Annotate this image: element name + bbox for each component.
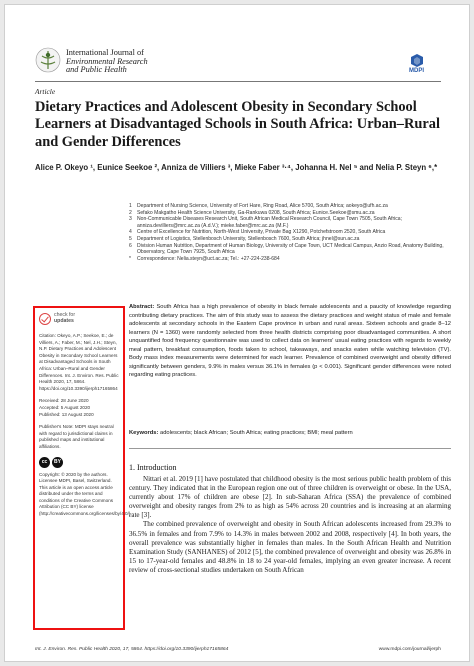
affiliation-row: 2 Sefako Makgatho Health Science University, Ga-Rankuwa 0208, South Africa; Eunice.Seekoe@smu.ac.za	[129, 209, 375, 216]
author-list: Alice P. Okeyo ¹, Eunice Seekoe ², Anniza de Villiers ³, Mieke Faber ³·⁴, Johanna H. Nel ⁵ and Nelia P. Steyn ⁶,*	[35, 163, 438, 172]
check-updates-icon	[39, 313, 51, 325]
published-date: Published: 13 August 2020	[39, 411, 94, 417]
journal-logo-icon	[35, 47, 61, 73]
page-footer	[35, 647, 441, 652]
journal-website-link[interactable]: www.mdpi.com/journal/ijerph	[378, 647, 441, 652]
copyright-text: Copyright: © 2020 by the authors. Licensee MDPI, Basel, Switzerland. This article is an open access article distributed under the terms and conditions of the Creative Commons Attribution (CC BY) license (http://creativecommons.org/licenses/by/4.0/).	[39, 471, 132, 517]
accepted-date: Accepted: 5 August 2020	[39, 404, 91, 410]
article-type: Article	[35, 87, 56, 96]
by-icon: BY	[52, 457, 63, 468]
cc-icon: cc	[39, 457, 50, 468]
journal-name: International Journal of Environmental Research and Public Health	[66, 48, 148, 75]
paragraph: Nittari et al. 2019 [1] have postulated that childhood obesity is the most serious public health problem of this century. They indicated that in the European region one out of three children is overweight or obese. In the USA, currently about 17% of children are obese [2]. In sub-Saharan Africa (SSA) the prevalence of combined overweight and obesity ranges from 2% to as high as 54% across 20 countries and is increasing at an alarming rate [3].	[129, 475, 451, 520]
article-title: Dietary Practices and Adolescent Obesity in Secondary School Learners at Disadvantaged Schools in South Africa: Urban–Rural and Gender Differences	[35, 99, 440, 150]
affiliation-row: 5 Department of Logistics, Stellenbosch University, Stellenbosch 7600, South Africa; jhnel@sun.ac.za	[129, 235, 360, 242]
affiliation-row: 4 Centre of Excellence for Nutrition, North-West University, Private Bag X1290, Potchefstroom 2520, South Africa	[129, 229, 386, 236]
section-divider	[129, 448, 451, 449]
correspondence: * Correspondence: Nelia.steyn@uct.ac.za; Tel.: +27-224-238-684	[129, 255, 280, 262]
mdpi-logo-icon	[409, 53, 441, 73]
publication-dates	[39, 398, 119, 418]
received-date: Received: 28 June 2020	[39, 398, 89, 404]
abstract-label: Abstract:	[129, 304, 155, 310]
section-heading: 1. Introduction	[129, 463, 177, 472]
cc-license-badge[interactable]	[39, 457, 119, 468]
mdpi-wordmark: MDPI	[409, 68, 424, 73]
abstract-text: South Africa has a high prevalence of obesity in black female adolescents and a paucity of knowledge regarding contributing dietary practices. The aim of this study was to assess the dietary practices and weight status of male and female adolescents at secondary schools in the Eastern Cape province in urban and rural areas. Sixteen schools and grade 8–12 learners (N = 1360) were randomly selected from three health districts comprising poor disadvantaged communities. A short unquantified food frequency questionnaire was used to collect data on learners' usual eating practices with regards to weekly meal pattern, breakfast consumption, foods taken to school, takeaways, and snacks eaten while watching television (TV). Body mass index measurements were determined for each learner. Prevalence of combined overweight and obesity differed significantly between genders, 9.9% in males versus 36.1% in females (p < 0.001). Significant gender differences were noted regarding eating practices.	[129, 304, 451, 378]
affiliations	[129, 203, 451, 262]
affiliation-row: 3 Non-Communicable Diseases Research Unit, South African Medical Research Council, Cape Town 7505, South Africa; anniza.devilliers@mrc.ac.za (A.d.V.); mieke.faber@mrc.ac.za (M.F.)	[129, 216, 403, 229]
keywords-label: Keywords:	[129, 430, 159, 436]
footer-citation: Int. J. Environ. Res. Public Health 2020, 17, 5864. https://doi.org/10.3390/ijerph17165864	[35, 647, 229, 652]
keywords-text: adolescents; black African; South Africa; eating practices; BMI; meal pattern	[160, 430, 353, 436]
abstract	[129, 303, 451, 380]
check-for-updates-button[interactable]: check for updates	[39, 313, 119, 325]
introduction-body	[129, 475, 451, 575]
citation-sidebar	[33, 306, 132, 630]
keywords	[129, 429, 451, 437]
paragraph: The combined prevalence of overweight and obesity in South African adolescents increased from 29.3% to 36.5% in females and from 7.9% to 14.3% in males between 2002 and 2008, respectively [4]. In both years, the overall prevalence was substantially higher in females than males. In the South African Health and Nutrition Examination Study (SANHANES) of 2012 [5], the combined prevalence of overweight and obesity was 26.8% in 15 to 17-year-old females and 48.8% in 18 to 24 year-old females, implying an even greater increase. A recent review of cross-sectional studies undertaken on South African	[129, 520, 451, 574]
paper-page	[4, 4, 470, 662]
affiliation-row: 6 Division Human Nutrition, Department of Human Biology, University of Cape Town, UCT Medical Campus, Anzio Road, Anatomy Building, Observatory, Cape Town 7925, South Africa	[129, 242, 444, 256]
publisher-note: Publisher's Note: MDPI stays neutral with regard to jurisdictional claims in published maps and institutional affiliations.	[39, 424, 114, 449]
affiliation-row: 1 Department of Nursing Science, University of Fort Hare, Ring Road, Alice 5700, South Africa; aokeyo@ufh.ac.za	[129, 203, 388, 209]
citation-text: Citation: Okeyo, A.P.; Seekoe, E.; de Villiers, A.; Faber, M.; Nel, J.H.; Steyn, N.P. Dietary Practices and Adolescent Obesity in Secondary School Learners at Disadvantaged Schools in South Africa: Urban–Rural and Gender Differences. Int. J. Environ. Res. Public Health 2020, 17, 5864. https://doi.org/10.3390/ijerph17165864	[39, 333, 119, 391]
header-rule	[35, 81, 441, 82]
